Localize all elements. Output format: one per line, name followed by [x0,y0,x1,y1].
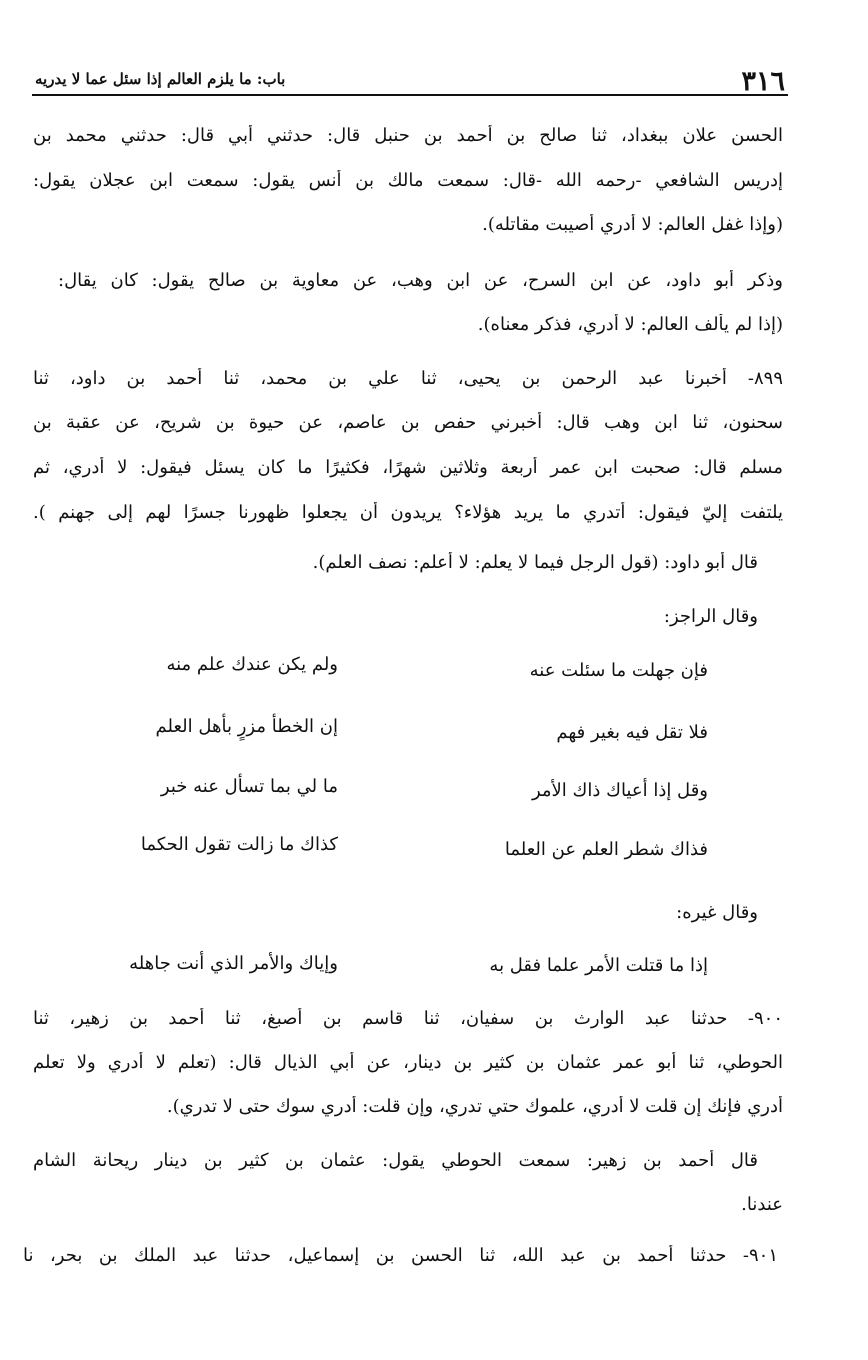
verse-first-hemistich: فذاك شطر العلم عن العلما [504,839,708,860]
page-number: ٣١٦ [741,66,785,97]
verse-second-hemistich: ولم يكن عندك علم منه [166,654,338,675]
verse-second-hemistich: إن الخطأ مزرٍ بأهل العلم [155,716,338,737]
verse-first-hemistich: فلا تقل فيه بغير فهم [556,722,708,743]
chapter-running-title: باب: ما يلزم العالم إذا سئل عما لا يدريه [35,70,286,88]
text-line: سحنون، ثنا ابن وهب قال: أخبرني حفص بن عاصم، عن حيوة بن شريح، عن عقبة بن [33,412,783,433]
text-line: وقال غيره: [676,902,758,923]
verse-second-hemistich: وإياك والأمر الذي أنت جاهله [129,953,338,974]
text-line: (إذا لم يألف العالم: لا أدري، فذكر معناه). [477,314,783,335]
text-line: الحسن علان ببغداد، ثنا صالح بن أحمد بن حنبل قال: حدثني أبي قال: حدثني محمد بن [33,125,783,146]
text-line: (وإذا غفل العالم: لا أدري أصيبت مقاتله). [482,214,783,235]
verse-second-hemistich: كذاك ما زالت تقول الحكما [140,834,338,855]
text-line: عندنا. [741,1194,783,1215]
text-line: ٩٠١- حدثنا أحمد بن عبد الله، ثنا الحسن بن إسماعيل، حدثنا عبد الملك بن بحر، نا [23,1245,778,1266]
text-line: وقال الراجز: [663,606,758,627]
text-line: مسلم قال: صحبت ابن عمر أربعة وثلاثين شهرًا، فكثيرًا ما كان يسئل فيقول: لا أدري، ثم [33,457,783,478]
text-line: قال أبو داود: (قول الرجل فيما لا يعلم: لا أعلم: نصف العلم). [312,552,758,573]
text-line: إدريس الشافعي -رحمه الله -قال: سمعت مالك بن أنس يقول: سمعت ابن عجلان يقول: [33,170,783,191]
text-line: يلتفت إليّ فيقول: أتدري ما يريد هؤلاء؟ يريدون أن يجعلوا ظهورنا جسرًا لهم إلى جهنم ). [33,502,783,523]
text-line: قال أحمد بن زهير: سمعت الحوطي يقول: عثمان بن كثير بن دينار ريحانة الشام [33,1150,758,1171]
verse-first-hemistich: إذا ما قتلت الأمر علما فقل به [489,955,708,976]
text-line: ٨٩٩- أخبرنا عبد الرحمن بن يحيى، ثنا علي بن محمد، ثنا أحمد بن داود، ثنا [33,368,783,389]
verse-first-hemistich: وقل إذا أعياك ذاك الأمر [531,780,708,801]
header-rule [32,94,788,96]
text-line: الحوطي، ثنا أبو عمر عثمان بن كثير بن دينار، عن أبي الذيال قال: (تعلم لا أدري ولا تعلم [33,1052,783,1073]
text-line: أدري فإنك إن قلت لا أدري، علموك حتي تدري، وإن قلت: أدري سوك حتى لا تدري). [166,1096,783,1117]
verse-first-hemistich: فإن جهلت ما سئلت عنه [529,660,708,681]
text-line: ٩٠٠- حدثنا عبد الوارث بن سفيان، ثنا قاسم بن أصبغ، ثنا أحمد بن زهير، ثنا [33,1008,783,1029]
text-line: وذكر أبو داود، عن ابن السرح، عن ابن وهب، عن معاوية بن صالح يقول: كان يقال: [58,270,783,291]
verse-second-hemistich: ما لي بما تسأل عنه خبر [160,776,338,797]
